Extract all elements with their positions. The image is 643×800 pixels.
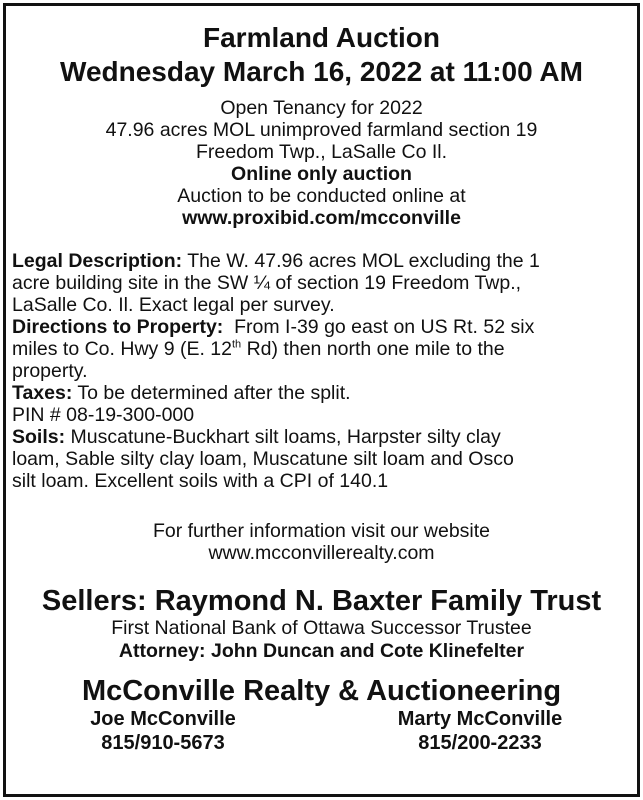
taxes: Taxes: To be determined after the split. bbox=[12, 382, 351, 404]
soils-label: Soils: bbox=[12, 426, 66, 448]
auction-title: Farmland Auction bbox=[203, 22, 440, 53]
conducted-online-line: Auction to be conducted online at bbox=[177, 185, 466, 207]
website-link[interactable]: www.mcconvillerealty.com bbox=[208, 542, 435, 564]
pin-number: PIN # 08-19-300-000 bbox=[12, 404, 195, 426]
township-line: Freedom Twp., LaSalle Co Il. bbox=[195, 141, 448, 163]
company-name: McConville Realty & Auctioneering bbox=[81, 675, 562, 707]
sellers-title: Sellers: Raymond N. Baxter Family Trust bbox=[41, 585, 602, 617]
trustee-line: First National Bank of Ottawa Successor Trustee bbox=[111, 617, 532, 639]
directions-label: Directions to Property: bbox=[12, 316, 224, 338]
online-only-notice: Online only auction bbox=[231, 163, 412, 185]
further-info-line: For further information visit our website bbox=[152, 520, 491, 542]
legal-description-label: Legal Description: bbox=[12, 250, 183, 272]
tenancy-line: Open Tenancy for 2022 bbox=[220, 97, 423, 119]
auction-date: Wednesday March 16, 2022 at 11:00 AM bbox=[60, 56, 583, 87]
acreage-line: 47.96 acres MOL unimproved farmland section 19 bbox=[105, 119, 538, 141]
contact-name: Marty McConville bbox=[397, 708, 563, 730]
proxibid-link[interactable]: www.proxibid.com/mcconville bbox=[182, 207, 461, 229]
legal-description: Legal Description: The W. 47.96 acres MOL excluding the 1 bbox=[12, 250, 540, 272]
attorney-line: Attorney: John Duncan and Cote Klinefelter bbox=[118, 640, 525, 662]
contact-joe bbox=[33, 707, 293, 755]
contact-name: Joe McConville bbox=[90, 708, 236, 730]
contact-phone[interactable]: 815/200-2233 bbox=[418, 732, 542, 754]
taxes-label: Taxes: bbox=[12, 382, 73, 404]
contact-marty bbox=[350, 707, 610, 755]
soils: Soils: Muscatune-Buckhart silt loams, Harpster silty clay bbox=[12, 426, 501, 448]
contact-phone[interactable]: 815/910-5673 bbox=[101, 732, 225, 754]
directions: Directions to Property: From I-39 go east on US Rt. 52 six bbox=[12, 316, 535, 338]
property-details: Legal Description: The W. 47.96 acres MOL excluding the 1 acre building site in the SW ¼ of section 19 Freedom Twp., LaSalle Co. Il. Exact legal per survey. Directions to Property: From I-39 go east on US Rt. 52 six miles to Co. Hwy 9 (E. 12th Rd) then north one mile to the property. Taxes: To be determined after the split. PIN # 08-19-300-000 Soils: Muscatune-Buckhart silt loams, Harpster silty clay loam, Sable silty clay loam, Muscatune silt loam and Osco silt loam. Excellent soils with a CPI of 140.1 bbox=[12, 250, 627, 492]
